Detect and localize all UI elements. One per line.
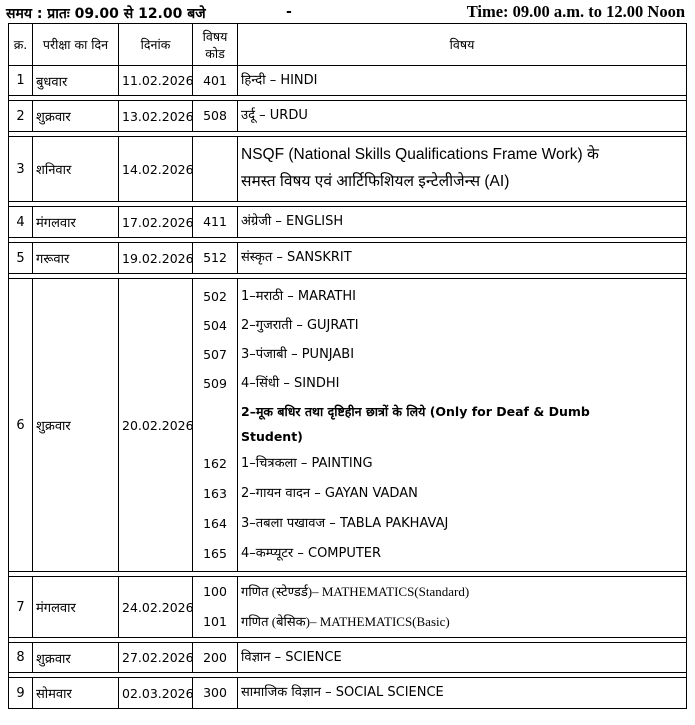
row-date: 11.02.2026 bbox=[119, 66, 193, 96]
subject-codes bbox=[196, 72, 234, 90]
subject-name: NSQF (National Skills Qualifications Frame Work) के bbox=[241, 146, 599, 163]
exam-schedule-table bbox=[8, 23, 687, 709]
subject-name: 1–मराठी – MARATHI bbox=[241, 288, 356, 304]
subject-list bbox=[241, 684, 683, 702]
subject-code: 512 bbox=[203, 250, 227, 265]
table-row bbox=[9, 279, 687, 572]
subject-code: 502 bbox=[203, 288, 227, 304]
subject-name: 2–गुजराती – GUJRATI bbox=[241, 317, 359, 333]
subject-code: 507 bbox=[203, 346, 227, 362]
subject-codes bbox=[196, 107, 234, 125]
row-number: 9 bbox=[9, 678, 33, 709]
row-day: मंगलवार bbox=[33, 207, 119, 238]
table-row bbox=[9, 137, 687, 202]
row-subjects-cell bbox=[238, 207, 687, 238]
row-number: 3 bbox=[9, 137, 33, 202]
row-number: 7 bbox=[9, 577, 33, 638]
row-day: शुक्रवार bbox=[33, 101, 119, 132]
subject-name: 1–चित्रकला – PAINTING bbox=[241, 455, 373, 471]
subject-code bbox=[196, 168, 234, 196]
subject-code: 162 bbox=[203, 455, 227, 471]
table-row bbox=[9, 207, 687, 238]
subject-list bbox=[241, 213, 683, 231]
col-header-code: विषय कोड bbox=[193, 24, 238, 66]
col-header-date: दिनांक bbox=[119, 24, 193, 66]
subject-code: 101 bbox=[203, 614, 227, 629]
row-number: 6 bbox=[9, 279, 33, 572]
subject-name: समस्त विषय एवं आर्टिफिशियल इन्टेलीजेन्स (AI) bbox=[241, 173, 510, 190]
subject-code: 509 bbox=[203, 375, 227, 391]
subject-code: 508 bbox=[203, 108, 227, 123]
row-codes-cell bbox=[193, 137, 238, 202]
subject-code bbox=[196, 398, 234, 425]
subject-name: उर्दू – URDU bbox=[241, 108, 308, 123]
subject-name: 4–कम्प्यूटर – COMPUTER bbox=[241, 545, 382, 561]
row-subjects-cell bbox=[238, 243, 687, 274]
row-day: शुक्रवार bbox=[33, 279, 119, 572]
row-date: 20.02.2026 bbox=[119, 279, 193, 572]
row-date: 19.02.2026 bbox=[119, 243, 193, 274]
subject-codes bbox=[196, 577, 234, 637]
row-subjects-cell bbox=[238, 577, 687, 638]
subject-list bbox=[241, 577, 683, 637]
row-subjects-cell bbox=[238, 101, 687, 132]
time-dash: - bbox=[286, 4, 292, 20]
col-header-sr: क्र. bbox=[9, 24, 33, 66]
row-number: 2 bbox=[9, 101, 33, 132]
row-date: 17.02.2026 bbox=[119, 207, 193, 238]
subject-code: 300 bbox=[203, 685, 227, 700]
subject-name: 2–मूक बधिर तथा दृष्टिहीन छात्रों के लिये (Only for Deaf & Dumb bbox=[241, 403, 590, 419]
col-header-day: परीक्षा का दिन bbox=[33, 24, 119, 66]
row-codes-cell bbox=[193, 678, 238, 709]
subject-name: अंग्रेजी – ENGLISH bbox=[241, 214, 344, 229]
row-day: मंगलवार bbox=[33, 577, 119, 638]
subject-name: 2–गायन वादन – GAYAN VADAN bbox=[241, 485, 418, 501]
table-row bbox=[9, 678, 687, 709]
row-date: 02.03.2026 bbox=[119, 678, 193, 709]
subject-codes bbox=[196, 282, 234, 569]
subject-codes bbox=[196, 142, 234, 196]
row-date: 14.02.2026 bbox=[119, 137, 193, 202]
row-codes-cell bbox=[193, 643, 238, 673]
subject-list bbox=[241, 282, 683, 569]
time-english: Time: 09.00 a.m. to 12.00 Noon bbox=[466, 2, 685, 21]
row-subjects-cell bbox=[238, 643, 687, 673]
subject-codes bbox=[196, 684, 234, 702]
subject-name: विज्ञान – SCIENCE bbox=[241, 649, 342, 665]
row-date: 13.02.2026 bbox=[119, 101, 193, 132]
row-subjects-cell bbox=[238, 66, 687, 96]
table-body bbox=[9, 66, 687, 709]
subject-list bbox=[241, 142, 683, 196]
subject-codes bbox=[196, 649, 234, 667]
subject-code bbox=[196, 425, 234, 449]
row-day: बुधवार bbox=[33, 66, 119, 96]
table-row bbox=[9, 643, 687, 673]
row-number: 5 bbox=[9, 243, 33, 274]
time-hindi: समय : प्रातः 09.00 से 12.00 बजे bbox=[6, 6, 206, 22]
subject-code: 411 bbox=[203, 214, 227, 229]
row-number: 4 bbox=[9, 207, 33, 238]
subject-code: 401 bbox=[203, 72, 227, 88]
row-day: गरूवार bbox=[33, 243, 119, 274]
subject-name: सामाजिक विज्ञान – SOCIAL SCIENCE bbox=[241, 685, 444, 700]
row-subjects-cell bbox=[238, 279, 687, 572]
subject-code: 164 bbox=[203, 515, 227, 531]
subject-code: 100 bbox=[203, 584, 227, 599]
subject-name: हिन्दी – HINDI bbox=[241, 72, 318, 88]
subject-codes bbox=[196, 249, 234, 267]
row-day: सोमवार bbox=[33, 678, 119, 709]
row-codes-cell bbox=[193, 66, 238, 96]
subject-code: 165 bbox=[203, 545, 227, 561]
subject-code bbox=[196, 142, 234, 168]
table-row bbox=[9, 101, 687, 132]
table-header-row bbox=[9, 24, 687, 66]
subject-name: गणित (बेसिक)– MATHEMATICS(Basic) bbox=[241, 614, 450, 629]
table-row bbox=[9, 66, 687, 96]
row-subjects-cell bbox=[238, 678, 687, 709]
col-header-subject: विषय bbox=[238, 24, 687, 66]
subject-code: 163 bbox=[203, 485, 227, 501]
row-number: 1 bbox=[9, 66, 33, 96]
subject-name: गणित (स्टेण्डर्ड)– MATHEMATICS(Standard) bbox=[241, 584, 470, 599]
row-day: शुक्रवार bbox=[33, 643, 119, 673]
row-codes-cell bbox=[193, 101, 238, 132]
row-codes-cell bbox=[193, 279, 238, 572]
subject-name: Student) bbox=[241, 428, 303, 444]
subject-name: संस्कृत – SANSKRIT bbox=[241, 250, 352, 265]
row-date: 27.02.2026 bbox=[119, 643, 193, 673]
table-row bbox=[9, 243, 687, 274]
row-subjects-cell bbox=[238, 137, 687, 202]
subject-code: 504 bbox=[203, 317, 227, 333]
subject-name: 3–पंजाबी – PUNJABI bbox=[241, 346, 355, 362]
subject-codes bbox=[196, 213, 234, 231]
row-number: 8 bbox=[9, 643, 33, 673]
subject-list bbox=[241, 649, 683, 667]
row-codes-cell bbox=[193, 243, 238, 274]
subject-name: 4–सिंधी – SINDHI bbox=[241, 375, 340, 391]
subject-list bbox=[241, 249, 683, 267]
row-codes-cell bbox=[193, 207, 238, 238]
subject-list bbox=[241, 72, 683, 90]
subject-name: 3–तबला पखावज – TABLA PAKHAVAJ bbox=[241, 515, 449, 531]
subject-code: 200 bbox=[203, 649, 227, 665]
row-codes-cell bbox=[193, 577, 238, 638]
row-date: 24.02.2026 bbox=[119, 577, 193, 638]
row-day: शनिवार bbox=[33, 137, 119, 202]
subject-list bbox=[241, 107, 683, 125]
table-row bbox=[9, 577, 687, 638]
